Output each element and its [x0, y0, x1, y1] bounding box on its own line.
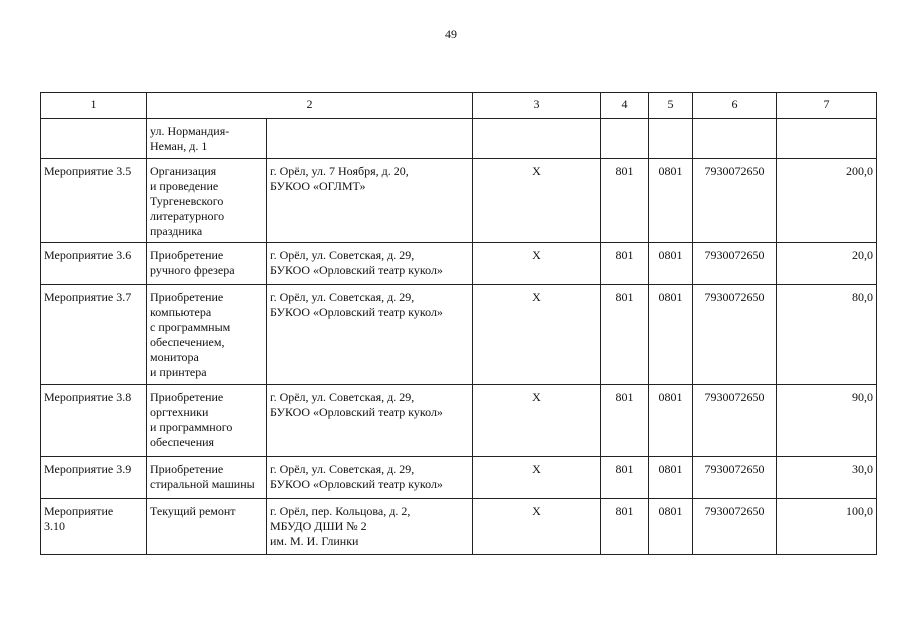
col-6-cell: 7930072650 — [693, 385, 777, 457]
measure-description-cell: Приобретение ручного фрезера — [147, 243, 267, 285]
col-6-cell — [693, 119, 777, 159]
header-col-3: 3 — [473, 93, 601, 119]
measure-address-cell: г. Орёл, ул. Советская, д. 29, БУКОО «Орловский театр кукол» — [267, 243, 473, 285]
amount-cell: 20,0 — [777, 243, 877, 285]
col-4-cell: 801 — [601, 457, 649, 499]
header-col-2: 2 — [147, 93, 473, 119]
measure-address-cell: г. Орёл, ул. Советская, д. 29, БУКОО «Орловский театр кукол» — [267, 385, 473, 457]
measure-name-cell: Мероприятие 3.6 — [41, 243, 147, 285]
col-4-cell: 801 — [601, 385, 649, 457]
header-col-5: 5 — [649, 93, 693, 119]
col-6-cell: 7930072650 — [693, 285, 777, 385]
measure-address-cell — [267, 119, 473, 159]
table-row — [41, 385, 877, 457]
amount-cell — [777, 119, 877, 159]
measure-description-cell: Организация и проведение Тургеневского литературного праздника — [147, 159, 267, 243]
measure-description-cell: Приобретение компьютера с программным обеспечением, монитора и принтера — [147, 285, 267, 385]
col-3-cell: Х — [473, 457, 601, 499]
col-5-cell — [649, 119, 693, 159]
measure-address-cell: г. Орёл, пер. Кольцова, д. 2, МБУДО ДШИ № 2 им. М. И. Глинки — [267, 499, 473, 555]
amount-cell: 100,0 — [777, 499, 877, 555]
col-4-cell: 801 — [601, 243, 649, 285]
amount-cell: 30,0 — [777, 457, 877, 499]
measure-description-cell: ул. Нормандия- Неман, д. 1 — [147, 119, 267, 159]
col-6-cell: 7930072650 — [693, 159, 777, 243]
col-3-cell: Х — [473, 385, 601, 457]
col-3-cell: Х — [473, 159, 601, 243]
col-6-cell: 7930072650 — [693, 499, 777, 555]
col-5-cell: 0801 — [649, 159, 693, 243]
measure-name-cell: Мероприятие 3.5 — [41, 159, 147, 243]
col-5-cell: 0801 — [649, 385, 693, 457]
page-number: 49 — [445, 27, 457, 41]
col-3-cell: Х — [473, 285, 601, 385]
measure-address-cell: г. Орёл, ул. Советская, д. 29, БУКОО «Орловский театр кукол» — [267, 457, 473, 499]
col-3-cell: Х — [473, 499, 601, 555]
header-col-7: 7 — [777, 93, 877, 119]
col-6-cell: 7930072650 — [693, 243, 777, 285]
col-6-cell: 7930072650 — [693, 457, 777, 499]
measure-address-cell: г. Орёл, ул. Советская, д. 29, БУКОО «Орловский театр кукол» — [267, 285, 473, 385]
table-row — [41, 119, 877, 159]
col-5-cell: 0801 — [649, 457, 693, 499]
header-row — [41, 93, 877, 119]
col-4-cell: 801 — [601, 285, 649, 385]
table-row — [41, 243, 877, 285]
col-4-cell — [601, 119, 649, 159]
measure-name-cell — [41, 119, 147, 159]
measure-name-cell: Мероприятие 3.10 — [41, 499, 147, 555]
col-5-cell: 0801 — [649, 285, 693, 385]
header-col-4: 4 — [601, 93, 649, 119]
header-col-1: 1 — [41, 93, 147, 119]
col-5-cell: 0801 — [649, 499, 693, 555]
measure-address-cell: г. Орёл, ул. 7 Ноября, д. 20, БУКОО «ОГЛМТ» — [267, 159, 473, 243]
table-row — [41, 457, 877, 499]
measure-description-cell: Текущий ремонт — [147, 499, 267, 555]
col-4-cell: 801 — [601, 159, 649, 243]
measure-name-cell: Мероприятие 3.9 — [41, 457, 147, 499]
table-row — [41, 499, 877, 555]
amount-cell: 80,0 — [777, 285, 877, 385]
table-row — [41, 285, 877, 385]
measure-name-cell: Мероприятие 3.8 — [41, 385, 147, 457]
measure-description-cell: Приобретение стиральной машины — [147, 457, 267, 499]
table-row — [41, 159, 877, 243]
measure-description-cell: Приобретение оргтехники и программного обеспечения — [147, 385, 267, 457]
col-4-cell: 801 — [601, 499, 649, 555]
col-5-cell: 0801 — [649, 243, 693, 285]
program-table — [40, 92, 877, 555]
measure-name-cell: Мероприятие 3.7 — [41, 285, 147, 385]
col-3-cell — [473, 119, 601, 159]
col-3-cell: Х — [473, 243, 601, 285]
amount-cell: 200,0 — [777, 159, 877, 243]
amount-cell: 90,0 — [777, 385, 877, 457]
header-col-6: 6 — [693, 93, 777, 119]
